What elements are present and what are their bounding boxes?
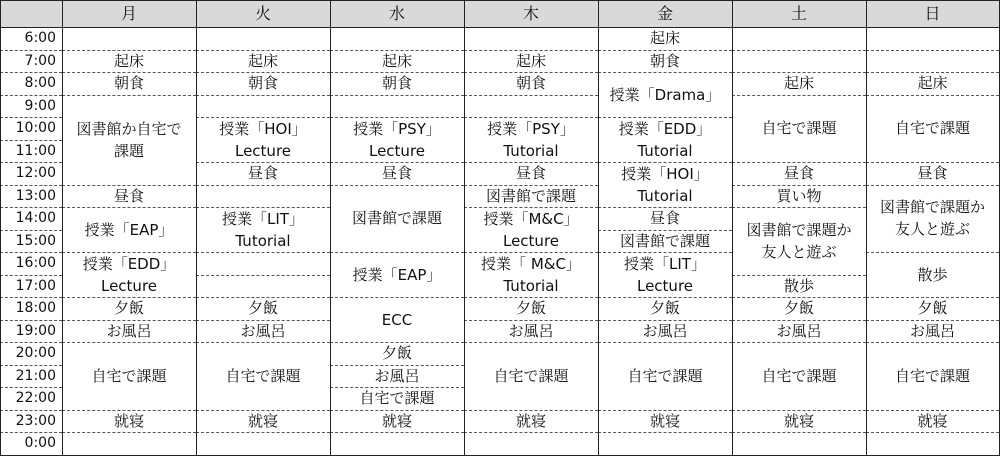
schedule-entry [196, 50, 330, 73]
grid-line [0, 0, 1000, 1]
day-header [196, 0, 330, 27]
day-label: 月 [120, 3, 137, 23]
day-header [330, 0, 464, 27]
schedule-entry [464, 185, 598, 208]
schedule-entry [62, 252, 196, 297]
entry-text: 授業「EDD」 [82, 254, 176, 273]
day-label: 土 [790, 3, 807, 23]
grid-line [866, 0, 867, 455]
time-label [0, 275, 62, 298]
time-text: 6:00 [24, 30, 56, 47]
entry-text: 就寝 [247, 411, 278, 430]
entry-text: 起床 [381, 51, 412, 70]
entry-text: 自宅で課題 [225, 366, 301, 385]
grid-line [0, 230, 62, 231]
entry-text: 自宅で課題 [894, 119, 970, 138]
entry-text: 図書館か自宅で [76, 119, 182, 138]
grid-line [0, 162, 62, 163]
schedule-entry [866, 320, 999, 343]
grid-line [62, 0, 63, 455]
schedule-entry [330, 72, 464, 95]
schedule-entry [464, 410, 598, 433]
entry-text: 授業「 M&C」 [481, 254, 581, 273]
time-text: 14:00 [15, 210, 56, 227]
schedule-entry [62, 207, 196, 252]
schedule-entry [62, 320, 196, 343]
schedule-entry [598, 252, 732, 297]
entry-text: 図書館で課題 [351, 209, 442, 228]
entry-text: 朝食 [247, 74, 278, 93]
time-text: 9:00 [24, 97, 56, 114]
grid-line [732, 50, 866, 51]
time-label [0, 185, 62, 208]
grid-line [330, 432, 464, 433]
time-label [0, 50, 62, 73]
entry-text: お風呂 [642, 321, 688, 340]
entry-text: 昼食 [917, 164, 948, 183]
schedule-entry [196, 117, 330, 162]
schedule-entry [732, 95, 866, 163]
time-label [0, 387, 62, 410]
grid-line [196, 275, 330, 276]
entry-text: 昼食 [515, 164, 546, 183]
entry-text: 授業「Drama」 [609, 85, 721, 104]
entry-text: 昼食 [381, 164, 412, 183]
entry-text: 自宅で課題 [91, 366, 167, 385]
grid-line [196, 252, 330, 253]
schedule-entry [464, 320, 598, 343]
schedule-entry [464, 117, 598, 162]
schedule-entry [598, 117, 732, 162]
grid-line [0, 432, 62, 433]
entry-text: 夕飯 [515, 299, 546, 318]
entry-text: 起床 [515, 51, 546, 70]
schedule-entry [866, 72, 999, 95]
time-text: 16:00 [15, 255, 56, 272]
schedule-entry [62, 72, 196, 95]
schedule-entry [598, 207, 732, 230]
schedule-entry [330, 297, 464, 342]
entry-text: 授業「HOI」 [219, 119, 307, 138]
schedule-entry [598, 162, 732, 207]
time-text: 23:00 [15, 412, 56, 429]
schedule-entry [464, 162, 598, 185]
schedule-entry [196, 72, 330, 95]
time-text: 19:00 [15, 322, 56, 339]
schedule-entry [464, 72, 598, 95]
entry-text: お風呂 [106, 321, 152, 340]
schedule-entry [330, 342, 464, 365]
time-label [0, 320, 62, 343]
grid-line [0, 252, 62, 253]
grid-line [330, 95, 464, 96]
schedule-entry [866, 95, 999, 163]
schedule-entry [598, 320, 732, 343]
schedule-entry [732, 342, 866, 410]
schedule-entry [598, 72, 732, 117]
grid-line [0, 140, 62, 141]
time-label [0, 230, 62, 253]
entry-text: 自宅で課題 [894, 366, 970, 385]
day-header [598, 0, 732, 27]
grid-line [62, 432, 196, 433]
schedule-entry [598, 342, 732, 410]
day-label: 水 [388, 3, 405, 23]
schedule-entry [330, 117, 464, 162]
grid-line [0, 365, 62, 366]
grid-line [732, 0, 733, 455]
day-label: 木 [522, 3, 539, 23]
entry-text: 散歩 [783, 276, 814, 295]
time-text: 21:00 [15, 367, 56, 384]
entry-text: ECC [381, 310, 413, 329]
grid-line [330, 0, 331, 455]
time-label [0, 140, 62, 163]
entry-text: 起床 [783, 74, 814, 93]
schedule-entry [330, 50, 464, 73]
entry-text: 授業「PSY」 [353, 119, 441, 138]
schedule-entry [866, 162, 999, 185]
grid-line [0, 320, 62, 321]
entry-text: Lecture [502, 231, 560, 250]
entry-text: 起床 [247, 51, 278, 70]
schedule-entry [598, 230, 732, 253]
schedule-entry [330, 387, 464, 410]
entry-text: 就寝 [783, 411, 814, 430]
entry-text: Tutorial [503, 141, 559, 160]
entry-text: 図書館で課題 [485, 186, 576, 205]
entry-text: 起床 [917, 74, 948, 93]
schedule-entry [330, 162, 464, 185]
grid-line [0, 0, 1, 455]
grid-line [0, 387, 62, 388]
entry-text: 自宅で課題 [627, 366, 703, 385]
entry-text: Tutorial [503, 276, 559, 295]
time-text: 12:00 [15, 165, 56, 182]
entry-text: 就寝 [113, 411, 144, 430]
grid-line [866, 432, 999, 433]
entry-text: 自宅で課題 [761, 119, 837, 138]
schedule-entry [464, 50, 598, 73]
schedule-entry [598, 27, 732, 50]
grid-line [866, 50, 999, 51]
grid-line [732, 432, 866, 433]
day-label: 金 [656, 3, 673, 23]
entry-text: 昼食 [247, 164, 278, 183]
entry-text: 就寝 [381, 411, 412, 430]
entry-text: お風呂 [776, 321, 822, 340]
time-label [0, 365, 62, 388]
schedule-entry [866, 252, 999, 297]
entry-text: 授業「HOI」 [621, 164, 709, 183]
schedule-entry [598, 50, 732, 73]
time-text: 17:00 [15, 277, 56, 294]
schedule-entry [330, 185, 464, 253]
schedule-entry [196, 162, 330, 185]
schedule-entry [732, 162, 866, 185]
entry-text: 夕飯 [783, 299, 814, 318]
entry-text: 授業「M&C」 [483, 209, 579, 228]
entry-text: 昼食 [649, 209, 680, 228]
entry-text: Lecture [636, 276, 694, 295]
grid-line [0, 207, 62, 208]
time-label [0, 95, 62, 118]
entry-text: 授業「PSY」 [487, 119, 575, 138]
grid-line [464, 95, 598, 96]
schedule-entry [62, 185, 196, 208]
day-label: 日 [924, 3, 941, 23]
entry-text: 夕飯 [649, 299, 680, 318]
entry-text: 図書館で課題か [746, 220, 852, 239]
grid-line [0, 185, 62, 186]
schedule-entry [866, 185, 999, 253]
day-header [732, 0, 866, 27]
schedule-entry [62, 410, 196, 433]
time-text: 22:00 [15, 390, 56, 407]
entry-text: 授業「EDD」 [618, 119, 712, 138]
schedule-entry [732, 72, 866, 95]
entry-text: Lecture [368, 141, 426, 160]
grid-line [0, 342, 62, 343]
entry-text: 昼食 [113, 186, 144, 205]
schedule-entry [196, 207, 330, 252]
schedule-entry [598, 297, 732, 320]
entry-text: 朝食 [515, 74, 546, 93]
entry-text: 図書館で課題か [879, 198, 985, 217]
grid-line [196, 432, 330, 433]
time-text: 20:00 [15, 345, 56, 362]
grid-line [0, 275, 62, 276]
entry-text: 散歩 [917, 265, 948, 284]
schedule-entry [62, 95, 196, 185]
time-text: 11:00 [15, 142, 56, 159]
entry-text: 友人と遊ぶ [894, 220, 970, 239]
schedule-entry [330, 252, 464, 297]
entry-text: 夕飯 [113, 299, 144, 318]
grid-line [464, 432, 598, 433]
entry-text: 夕飯 [381, 344, 412, 363]
schedule-entry [732, 275, 866, 298]
schedule-entry [330, 365, 464, 388]
schedule-entry [598, 410, 732, 433]
schedule-entry [732, 185, 866, 208]
time-text: 0:00 [24, 435, 56, 452]
schedule-entry [62, 50, 196, 73]
entry-text: 夕飯 [247, 299, 278, 318]
entry-text: Lecture [234, 141, 292, 160]
entry-text: 友人と遊ぶ [761, 242, 837, 261]
entry-text: 自宅で課題 [761, 366, 837, 385]
grid-line [196, 185, 330, 186]
schedule-entry [866, 410, 999, 433]
entry-text: お風呂 [240, 321, 286, 340]
schedule-entry [196, 320, 330, 343]
schedule-entry [464, 207, 598, 252]
time-text: 15:00 [15, 232, 56, 249]
schedule-entry [464, 297, 598, 320]
schedule-entry [732, 320, 866, 343]
entry-text: Tutorial [235, 231, 291, 250]
entry-text: 昼食 [783, 164, 814, 183]
entry-text: 自宅で課題 [493, 366, 569, 385]
entry-text: 課題 [113, 141, 144, 160]
time-label [0, 27, 62, 50]
time-text: 7:00 [24, 52, 56, 69]
schedule-entry [62, 342, 196, 410]
grid-line [0, 95, 62, 96]
entry-text: 就寝 [649, 411, 680, 430]
entry-text: Tutorial [637, 141, 693, 160]
schedule-entry [732, 207, 866, 275]
grid-line [598, 432, 732, 433]
grid-line [0, 50, 62, 51]
entry-text: Tutorial [637, 186, 693, 205]
grid-line [196, 0, 197, 455]
entry-text: Lecture [100, 276, 158, 295]
entry-text: 夕飯 [917, 299, 948, 318]
time-label [0, 72, 62, 95]
schedule-entry [866, 342, 999, 410]
time-label [0, 162, 62, 185]
entry-text: 朝食 [113, 74, 144, 93]
entry-text: お風呂 [909, 321, 955, 340]
grid-line [0, 455, 1000, 456]
grid-line [0, 410, 62, 411]
grid-line [0, 72, 62, 73]
entry-text: 買い物 [776, 186, 822, 205]
entry-text: お風呂 [374, 366, 420, 385]
schedule-entry [732, 410, 866, 433]
time-label [0, 297, 62, 320]
day-header [866, 0, 999, 27]
grid-line [464, 0, 465, 455]
entry-text: 授業「LIT」 [222, 209, 304, 228]
entry-text: 授業「EAP」 [352, 265, 442, 284]
schedule-entry [62, 297, 196, 320]
entry-text: 朝食 [381, 74, 412, 93]
schedule-entry [464, 342, 598, 410]
schedule-entry [196, 342, 330, 410]
time-label [0, 432, 62, 455]
schedule-entry [196, 410, 330, 433]
schedule-entry [196, 297, 330, 320]
schedule-entry [866, 297, 999, 320]
day-header [464, 0, 598, 27]
grid-line [196, 95, 330, 96]
time-text: 13:00 [15, 187, 56, 204]
schedule-entry [732, 297, 866, 320]
entry-text: 起床 [113, 51, 144, 70]
entry-text: 朝食 [649, 51, 680, 70]
day-label: 火 [254, 3, 271, 23]
entry-text: 自宅で課題 [359, 389, 435, 408]
grid-line [0, 117, 62, 118]
time-text: 18:00 [15, 300, 56, 317]
time-label [0, 117, 62, 140]
time-label [0, 410, 62, 433]
entry-text: 就寝 [917, 411, 948, 430]
entry-text: お風呂 [508, 321, 554, 340]
entry-text: 就寝 [515, 411, 546, 430]
entry-text: 図書館で課題 [619, 231, 710, 250]
grid-line [598, 0, 599, 455]
day-header [62, 0, 196, 27]
time-label [0, 207, 62, 230]
schedule-entry [330, 410, 464, 433]
grid-line [0, 297, 62, 298]
entry-text: 起床 [649, 29, 680, 48]
time-text: 8:00 [24, 75, 56, 92]
entry-text: 授業「LIT」 [624, 254, 706, 273]
time-label [0, 252, 62, 275]
schedule-entry [464, 252, 598, 297]
time-text: 10:00 [15, 120, 56, 137]
grid-line [0, 27, 1000, 28]
entry-text: 授業「EAP」 [84, 220, 174, 239]
time-label [0, 342, 62, 365]
